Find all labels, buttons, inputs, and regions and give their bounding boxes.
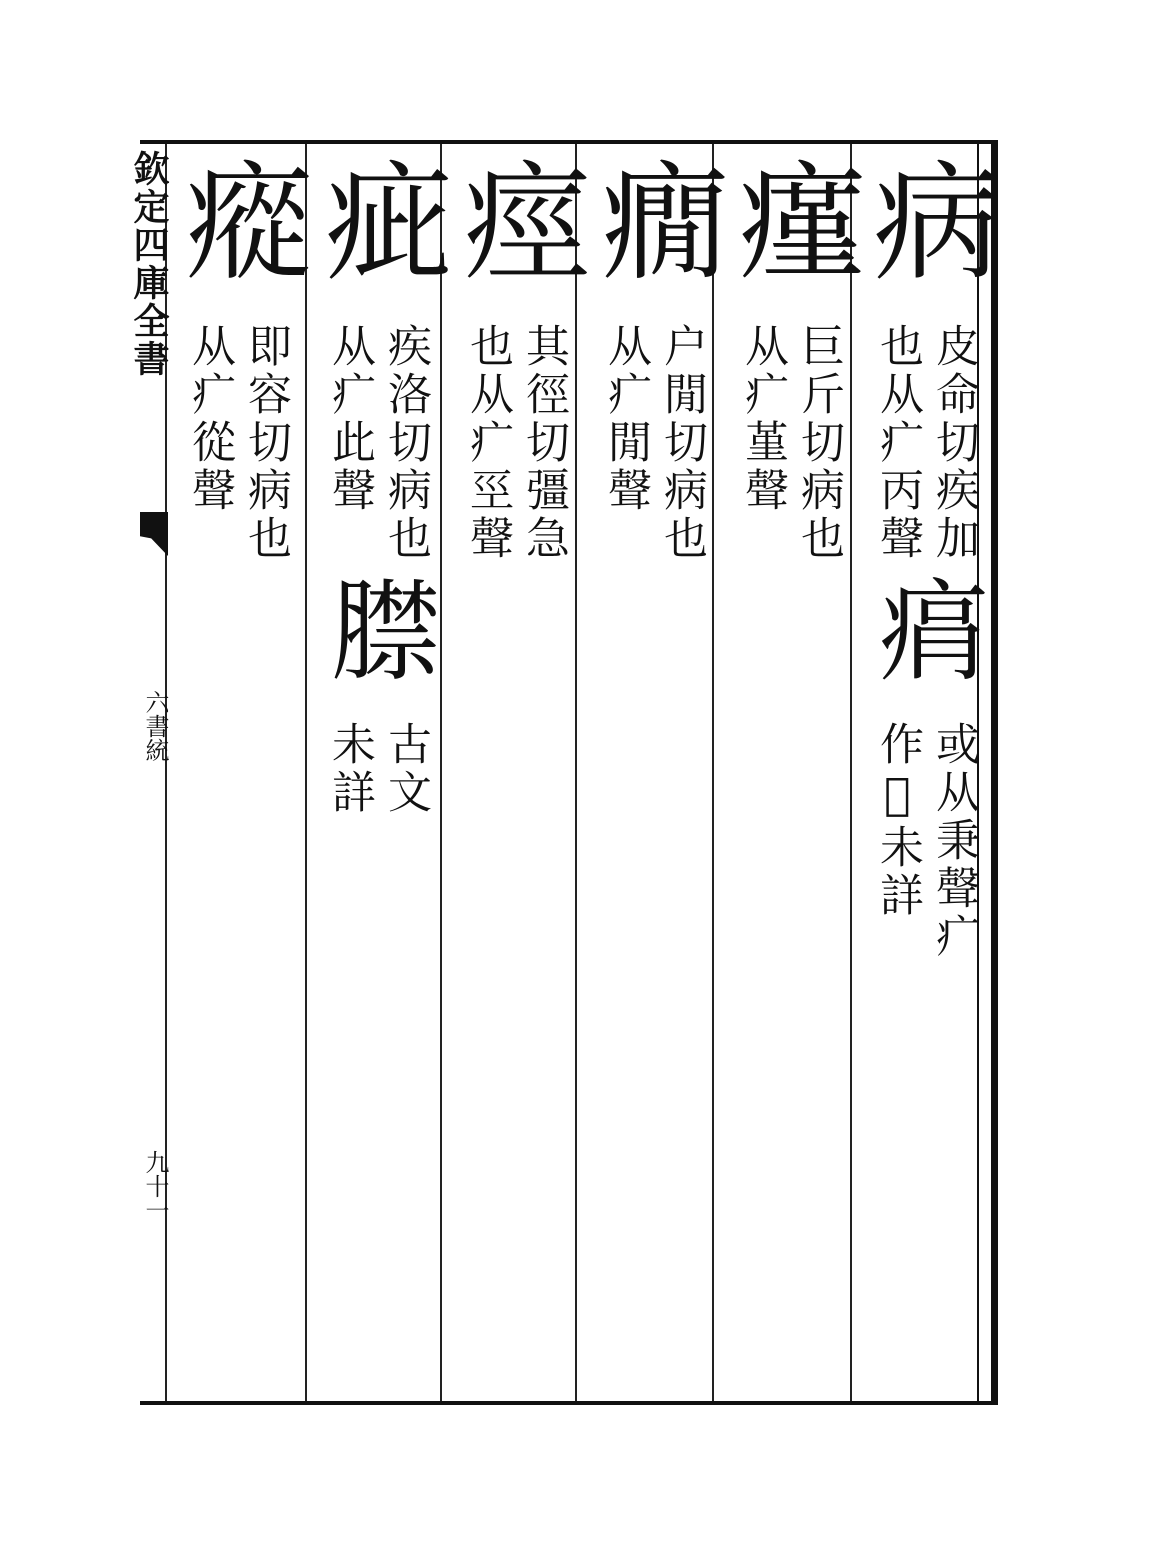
entry-column [716, 155, 865, 1385]
seal-character: 疵 [303, 155, 452, 283]
annotation-right: 巨斤切病也 [793, 323, 844, 563]
annotation [185, 323, 289, 563]
seal-character: 瘲 [163, 155, 312, 283]
annotation-left: 也从疒丙聲 [872, 323, 923, 563]
margin-page-number: 九十一 [141, 1150, 169, 1222]
annotation-right: 即容切病也 [240, 323, 291, 563]
entry-column [441, 155, 590, 1385]
seal-character: 痙 [441, 155, 590, 283]
seal-character: 瘽 [716, 155, 865, 283]
variant-seal-character: 𦡞 [313, 573, 441, 683]
annotation-right: 户閒切病也 [656, 323, 707, 563]
annotation [463, 323, 567, 563]
annotation [738, 323, 842, 563]
entry-column [163, 155, 312, 1385]
entry-column [579, 155, 728, 1385]
variant-annotation [325, 721, 429, 817]
margin-collection-title: 欽定四庫全書 [128, 150, 170, 378]
annotation-left: 也从疒巠聲 [462, 323, 513, 563]
variant-annotation-left: 未詳 [324, 721, 375, 817]
seal-character: 病 [851, 155, 1000, 283]
annotation [325, 323, 429, 563]
variant-annotation-right: 或从秉聲疒 [928, 721, 979, 961]
annotation-left: 从疒堇聲 [737, 323, 788, 515]
annotation-left: 从疒從聲 [184, 323, 235, 515]
annotation [873, 323, 977, 563]
annotation-left: 从疒閒聲 [600, 323, 651, 515]
annotation-right: 疾洛切病也 [380, 323, 431, 563]
entry-column [851, 155, 1000, 1385]
column-rule [305, 144, 307, 1401]
annotation [601, 323, 705, 563]
variant-annotation [873, 721, 977, 961]
annotation-left: 从疒此聲 [324, 323, 375, 515]
entry-column [303, 155, 452, 1385]
variant-annotation-right: 古文 [380, 721, 431, 817]
variant-seal-character: 㾓 [861, 573, 989, 683]
margin-book-title: 六書統 [141, 690, 169, 762]
annotation-right: 其徑切彊急 [518, 323, 569, 563]
variant-annotation-left: 作𤶦未詳 [872, 721, 923, 920]
seal-character: 癇 [579, 155, 728, 283]
annotation-right: 皮命切疾加 [928, 323, 979, 563]
